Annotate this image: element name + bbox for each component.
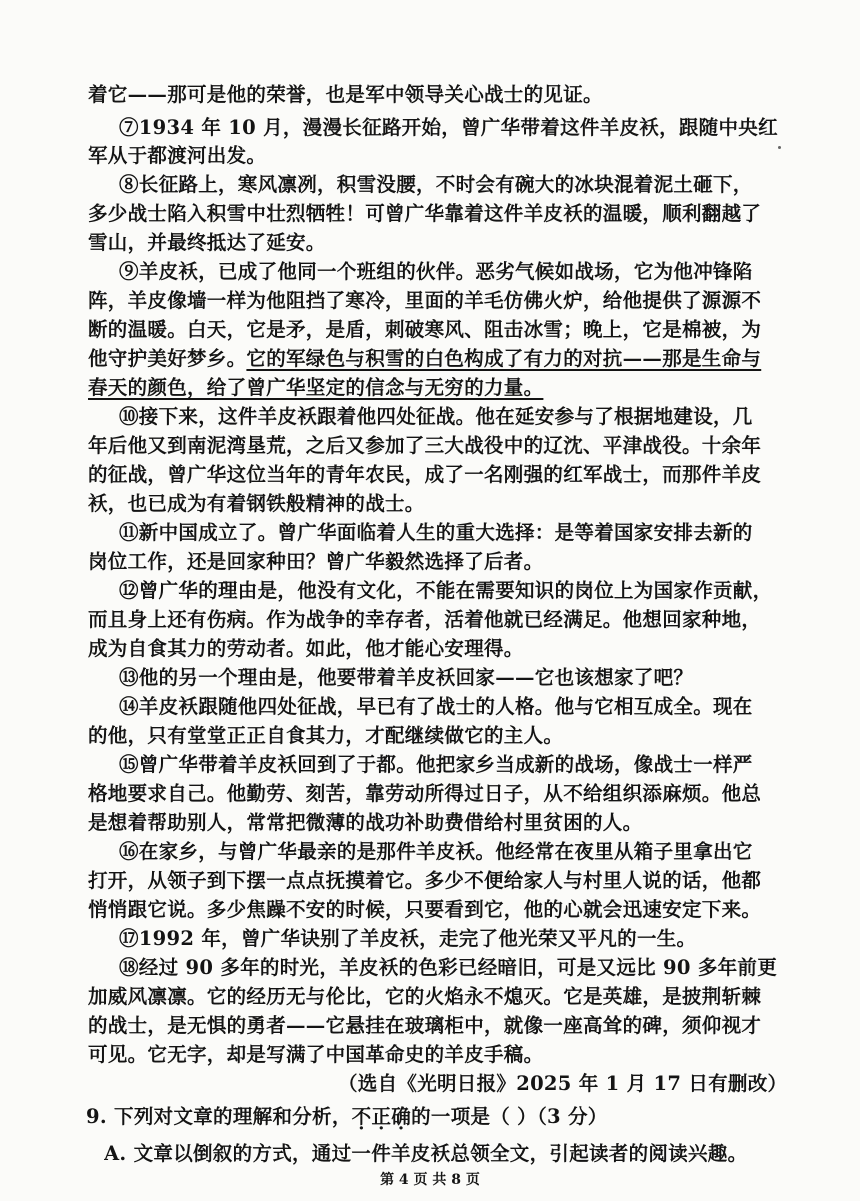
article-line: 可见。它无字，却是写满了中国革命史的羊皮手稿。 [88, 1043, 544, 1066]
article-line: 年后他又到南泥湾垦荒，之后又参加了三大战役中的辽沈、平津战役。十余年 [88, 434, 762, 457]
article-line: 岗位工作，还是回家种田？曾广华毅然选择了后者。 [88, 550, 544, 573]
article-line: ⑪新中国成立了。曾广华面临着人生的重大选择：是等着国家安排去新的 [119, 521, 753, 544]
article-line: ⑫曾广华的理由是，他没有文化，不能在需要知识的岗位上为国家作贡献， [119, 579, 773, 602]
emphasis-char-1: 不 [351, 1105, 372, 1128]
article-line: ⑩接下来，这件羊皮袄跟着他四处征战。他在延安参与了根据地建设，几 [119, 405, 753, 428]
article-line: 格地要求自己。他勤劳、刻苦，靠劳动所得过日子，从不给组织添麻烦。他总 [88, 782, 762, 805]
article-line: 多少战士陷入积雪中壮烈牺牲！可曾广华靠着这件羊皮袄的温暖，顺利翻越了 [88, 202, 762, 225]
article-line [88, 345, 860, 373]
article-line: 是想着帮助别人，常常把微薄的战功补助费借给村里贫困的人。 [88, 811, 643, 834]
article-line: （选自《光明日报》2025 年 1 月 17 日有删改） [338, 1072, 788, 1095]
article-line: 而且身上还有伤病。作为战争的幸存者，活着他就已经满足。他想回家种地， [88, 608, 762, 631]
article-line: 春天的颜色，给了曾广华坚定的信念与无穷的力量。 [88, 376, 544, 399]
article-line: 加威风凛凛。它的经历无与伦比，它的火焰永不熄灭。它是英雄，是披荆斩棘 [88, 985, 762, 1008]
question-9-prefix: 9. 下列对文章的理解和分析， [86, 1105, 352, 1128]
article-line: 袄，也已成为有着钢铁般精神的战士。 [88, 492, 425, 515]
article-line: 军从于都渡河出发。 [88, 144, 267, 167]
article-line: 的他，只有堂堂正正自食其力，才配继续做它的主人。 [88, 724, 564, 747]
page-footer: 第 4 页 共 8 页 [380, 1172, 480, 1188]
article-line: ⑭羊皮袄跟随他四处征战，早已有了战士的人格。他与它相互成全。现在 [119, 695, 753, 718]
article-line: ⑮曾广华带着羊皮袄回到了于都。他把家乡当成新的战场，像战士一样严 [119, 753, 753, 776]
article-line: 着它——那可是他的荣誉，也是军中领导关心战士的见证。 [88, 83, 603, 106]
article-line-underlined: 它的军绿色与积雪的白色构成了有力的对抗——那是生命与 [246, 347, 762, 370]
article-line: ⑨羊皮袄，已成了他同一个班组的伙伴。恶劣气候如战场，它为他冲锋陷 [119, 260, 753, 283]
article-line: ⑬他的另一个理由是，他要带着羊皮袄回家——它也该想家了吧？ [119, 666, 694, 689]
article-line: 断的温暖。白天，它是矛，是盾，刺破寒风、阻击冰雪；晚上，它是棉被，为 [88, 318, 762, 341]
article-line: ⑯在家乡，与曾广华最亲的是那件羊皮袄。他经常在夜里从箱子里拿出它 [119, 840, 753, 863]
article-line: 阵，羊皮像墙一样为他阻挡了寒冷，里面的羊毛仿佛火炉，给他提供了源源不 [88, 289, 762, 312]
question-9-suffix: 的一项是（ ）（3 分） [411, 1105, 608, 1128]
scan-speck [778, 146, 781, 149]
article-line: 打开，从领子到下摆一点点抚摸着它。多少不便给家人与村里人说的话，他都 [88, 869, 762, 892]
article-line: ⑧长征路上，寒风凛冽，积雪没腰，不时会有碗大的冰块混着泥土砸下， [119, 173, 753, 196]
article-line: 悄悄跟它说。多少焦躁不安的时候，只要看到它，他的心就会迅速安定下来。 [88, 898, 762, 921]
article-line: 的战士，是无惧的勇者——它悬挂在玻璃柜中，就像一座高耸的碑，须仰视才 [88, 1014, 762, 1037]
article-line: ⑦1934 年 10 月，漫漫长征路开始，曾广华带着这件羊皮袄，跟随中央红 [119, 116, 778, 139]
article-line: 的征战，曾广华这位当年的青年农民，成了一名刚强的红军战士，而那件羊皮 [88, 463, 762, 486]
article-line: 成为自食其力的劳动者。如此，他才能心安理得。 [88, 637, 524, 660]
article-line-plain: 他守护美好梦乡。 [88, 347, 247, 370]
article-line: ⑰1992 年，曾广华诀别了羊皮袄，走完了他光荣又平凡的一生。 [119, 927, 697, 950]
article-line: 雪山，并最终抵达了延安。 [88, 231, 326, 254]
emphasis-char-3: 确 [391, 1105, 412, 1128]
question-9 [86, 1103, 860, 1131]
option-a: A. 文章以倒叙的方式，通过一件羊皮袄总领全文，引起读者的阅读兴趣。 [104, 1142, 748, 1165]
article-line: ⑱经过 90 多年的时光，羊皮袄的色彩已经暗旧，可是又远比 90 多年前更 [119, 956, 778, 979]
emphasis-char-2: 正 [371, 1105, 392, 1128]
